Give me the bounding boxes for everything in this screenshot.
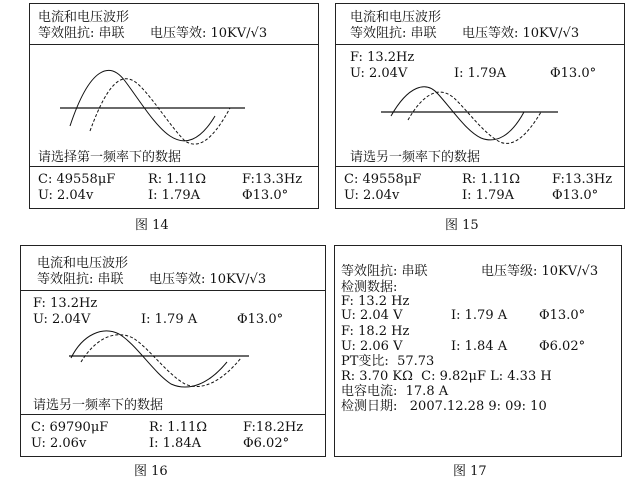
prompt-text: 请选另一频率下的数据 [350, 150, 481, 165]
capacitance-value: C: 49558μF [344, 172, 422, 187]
waveform-title: 电流和电压波形 [37, 256, 129, 271]
phase-2: Φ6.02° [539, 339, 586, 354]
current-2: I: 1.84 A [451, 339, 508, 354]
frequency-value: F:18.2Hz [243, 420, 304, 435]
screen-fig15 [335, 3, 625, 209]
phase-value: Φ13.0° [552, 188, 599, 203]
current-value: I: 1.84A [149, 436, 201, 451]
screen-fig16 [20, 245, 326, 457]
frequency-2: F: 18.2 Hz [341, 324, 410, 339]
current-wave [90, 79, 230, 144]
current-1: I: 1.79 A [451, 308, 508, 323]
phase-value: Φ13.0° [242, 188, 289, 203]
frequency-reading: F: 13.2Hz [33, 296, 98, 311]
caption-fig14: 图 14 [135, 218, 169, 233]
waveform-title: 电流和电压波形 [38, 10, 130, 25]
resistance-value: R: 1.11Ω [462, 172, 521, 187]
voltage-1: U: 2.04 V [341, 308, 403, 323]
impedance-label: 等效阻抗: 串联 [38, 26, 125, 41]
voltage-level-label: 电压等级: 10KV/√3 [481, 264, 599, 279]
current-value: I: 1.79A [148, 188, 200, 203]
voltage-reading: U: 2.04V [350, 66, 408, 81]
detection-date: 检测日期: 2007.12.28 9: 09: 10 [341, 399, 547, 414]
capacitance-value: C: 49558μF [38, 172, 116, 187]
waveform-plot [336, 76, 626, 156]
caption-fig17: 图 17 [453, 464, 487, 479]
voltage-wave [391, 87, 524, 140]
voltage-value: U: 2.04v [344, 188, 400, 203]
current-reading: I: 1.79 A [141, 312, 198, 327]
data-divider [336, 166, 624, 167]
screen-fig17 [334, 245, 622, 457]
data-divider [30, 166, 318, 167]
resistance-value: R: 1.11Ω [149, 420, 208, 435]
frequency-value: F:13.3Hz [552, 172, 613, 187]
voltage-2: U: 2.06 V [341, 339, 403, 354]
rcl-values: R: 3.70 KΩ C: 9.82μF L: 4.33 H [341, 369, 552, 384]
voltage-reading: U: 2.04V [33, 312, 91, 327]
header-divider [336, 44, 624, 45]
screen-fig14 [29, 3, 319, 209]
phase-reading: Φ13.0° [237, 312, 284, 327]
voltage-value: U: 2.06v [31, 436, 87, 451]
waveform-plot [30, 46, 320, 156]
caption-fig16: 图 16 [134, 464, 168, 479]
voltage-value: U: 2.04v [38, 188, 94, 203]
header-divider [21, 290, 325, 291]
data-divider [21, 414, 325, 415]
frequency-1: F: 13.2 Hz [341, 294, 410, 309]
current-value: I: 1.79A [462, 188, 514, 203]
voltage-wave [71, 331, 227, 387]
prompt-text: 请选择第一频率下的数据 [38, 150, 182, 165]
impedance-label: 等效阻抗: 串联 [341, 264, 428, 279]
header-divider [30, 44, 318, 45]
frequency-reading: F: 13.2Hz [350, 50, 415, 65]
resistance-value: R: 1.11Ω [148, 172, 207, 187]
pt-ratio: PT变比: 57.73 [341, 354, 435, 369]
voltage-label: 电压等效: 10KV/√3 [149, 272, 267, 287]
phase-value: Φ6.02° [243, 436, 290, 451]
current-reading: I: 1.79A [454, 66, 506, 81]
phase-reading: Φ13.0° [550, 66, 597, 81]
prompt-text: 请选另一频率下的数据 [33, 398, 164, 413]
voltage-label: 电压等效: 10KV/√3 [462, 26, 580, 41]
waveform-title: 电流和电压波形 [350, 10, 442, 25]
impedance-label: 等效阻抗: 串联 [350, 26, 437, 41]
current-wave [81, 335, 241, 387]
impedance-label: 等效阻抗: 串联 [37, 272, 124, 287]
detection-header: 检测数据: [341, 280, 398, 295]
capacitor-current: 电容电流: 17.8 A [341, 384, 449, 399]
capacitance-value: C: 69790μF [31, 420, 109, 435]
caption-fig15: 图 15 [445, 218, 479, 233]
phase-1: Φ13.0° [539, 308, 586, 323]
frequency-value: F:13.3Hz [242, 172, 303, 187]
voltage-label: 电压等效: 10KV/√3 [150, 26, 268, 41]
voltage-wave [70, 70, 215, 140]
waveform-plot [21, 322, 327, 402]
